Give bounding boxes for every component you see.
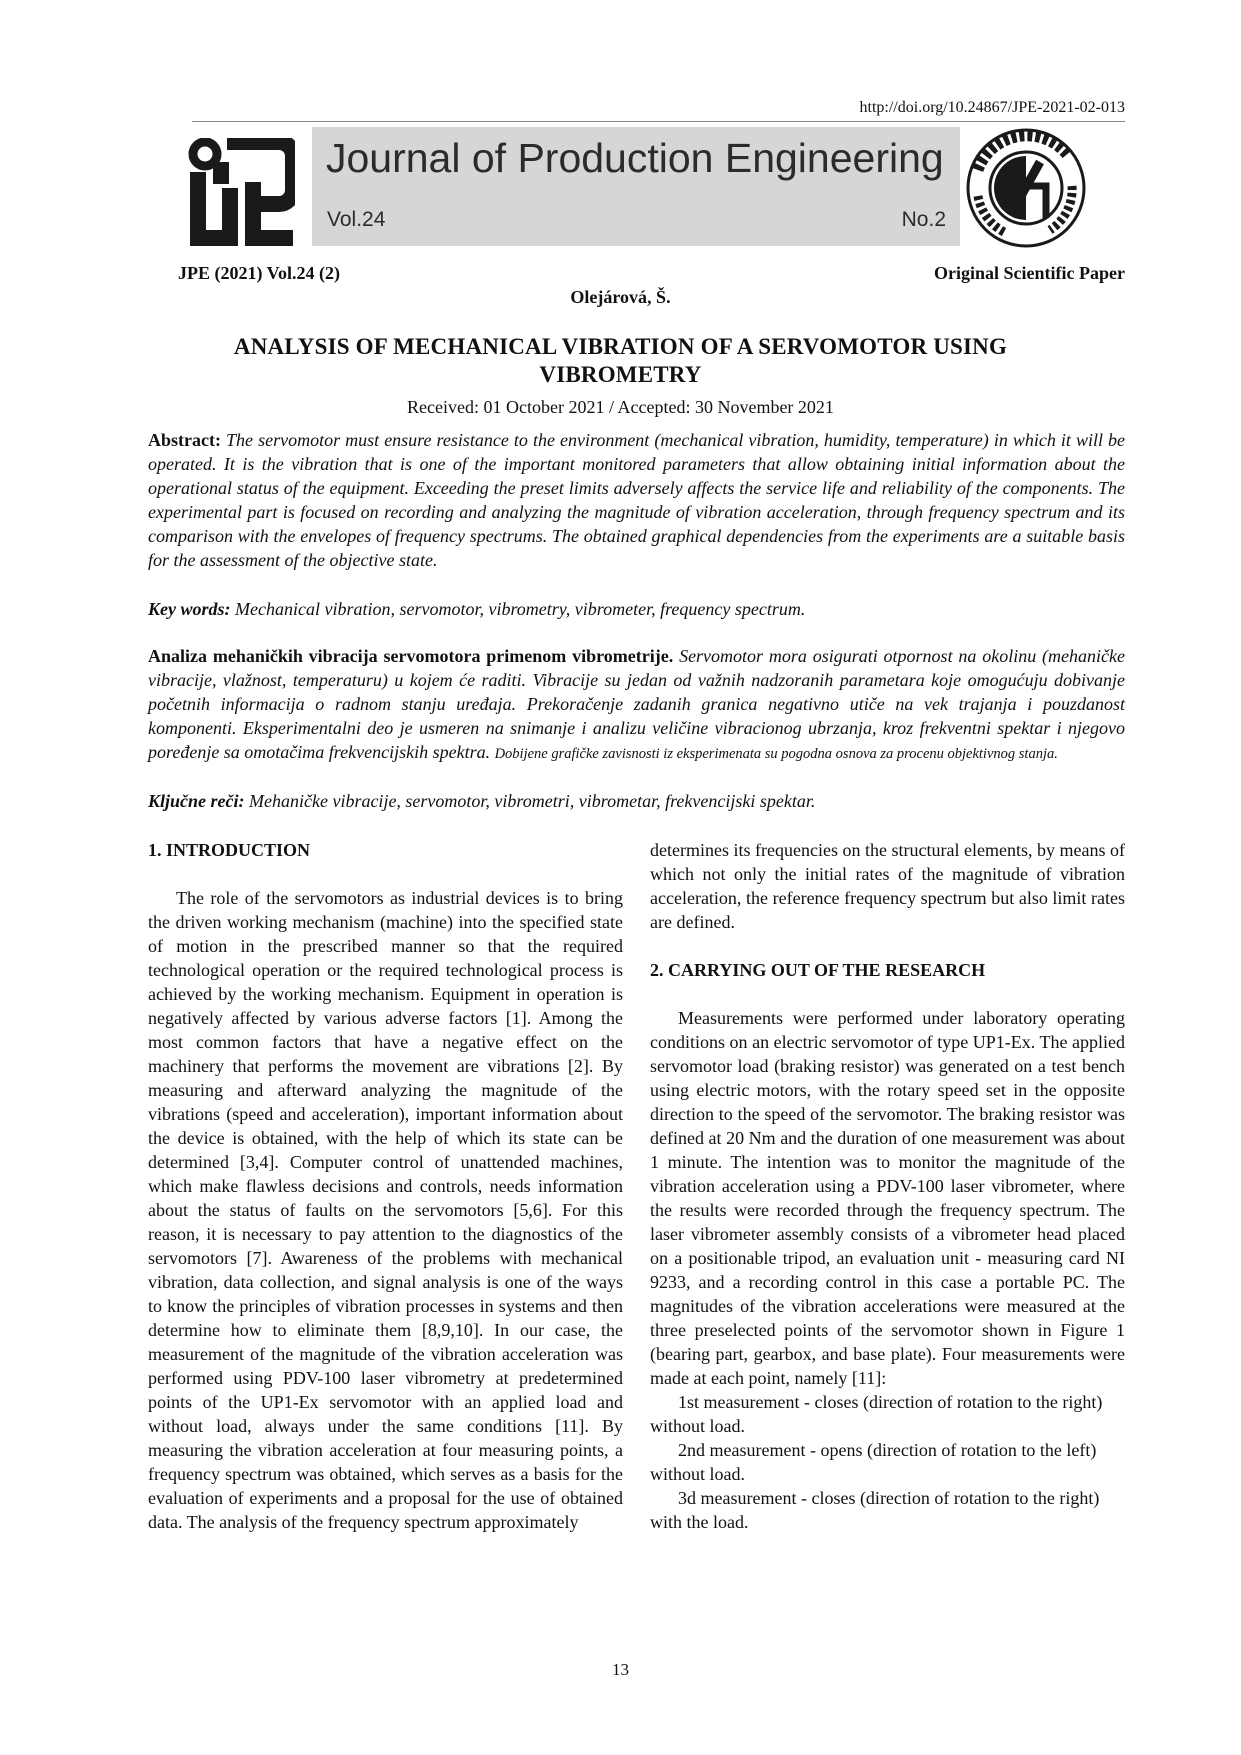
section-1-paragraph-continued: determines its frequencies on the structural elements, by means of which not only the initial rates of the magnitude of vibration acceleration, the reference frequency spectrum but also limit rates are defined. — [650, 840, 1125, 932]
journal-name: Journal of Production Engineering — [326, 135, 944, 181]
keywords-serbian — [148, 789, 1125, 813]
doi-link[interactable]: http://doi.org/10.24867/JPE-2021-02-013 — [859, 99, 1125, 116]
volume-label: Vol.24 — [327, 208, 386, 231]
left-column — [148, 838, 623, 1534]
abstract — [148, 428, 1125, 572]
measurement-item: 3d measurement - closes (direction of rotation to the right) with the load. — [650, 1488, 1100, 1532]
abstract-serbian-text: Servomotor mora osigurati otpornost na okolinu (mehaničke vibracije, vlažnost, temperaturu) u kojem će raditi. Vibracije su jedan od važnih nadzoranih parametara koje omogućuju dobivanje početnih informacija o radnom stanju uređaja. Prekoračenje zadanih granica negativno utiče na vek trajanja i pouzdanost komponenti. Eksperimentalni deo je usmeren na snimanje i analizu veličine vibracionog ubrzanja, kroz frekventni spektar i njegovo poređenje sa omotačima frekvencijskih spektra. — [148, 646, 1125, 762]
keywords-text: Mechanical vibration, servomotor, vibrometry, vibrometer, frequency spectrum. — [235, 599, 806, 619]
paper-type: Original Scientific Paper — [934, 263, 1125, 283]
keywords-serbian-label: Ključne reči: — [148, 791, 245, 811]
section-2-paragraph: Measurements were performed under laboratory operating conditions on an electric servomotor of type UP1-Ex. The applied servomotor load (braking resistor) was generated on a test bench using electric motors, with the rotary speed set in the opposite direction to the speed of the servomotor. The braking resistor was defined at 20 Nm and the duration of one measurement was about 1 minute. The intention was to monitor the magnitude of the vibration acceleration using a PDV-100 laser vibrometer, where the results were recorded through the frequency spectrum. The laser vibrometer assembly consists of a vibrometer head placed on a positionable tripod, an evaluation unit - measuring card NI 9233, and a recording control in this case a portable PC. The magnitudes of the vibration accelerations were measured at the three preselected points of the servomotor shown in Figure 1 (bearing part, gearbox, and base plate). Four measurements were made at each point, namely [11]: — [650, 1008, 1125, 1388]
abstract-serbian-text-small: Dobijene grafičke zavisnosti iz eksperimenata su pogodna osnova za procenu objektivnog stanja. — [494, 746, 1058, 762]
keywords — [148, 597, 1125, 621]
author: Olejárová, Š. — [570, 287, 671, 307]
abstract-label: Abstract: — [148, 430, 221, 450]
keywords-serbian-text: Mehaničke vibracije, servomotor, vibrometri, vibrometar, frekvencijski spektar. — [249, 791, 816, 811]
journal-banner — [312, 127, 960, 246]
section-1-paragraph: The role of the servomotors as industrial devices is to bring the driven working mechanism (machine) into the specified state of motion in the prescribed manner so that the required technological operation or the required technological process is achieved by the working mechanism. Equipment in operation is negatively affected by various adverse factors [1]. Among the most common factors that have a negative effect on the machinery that performs the movement are vibrations [2]. By measuring and afterward analyzing the magnitude of the vibrations (speed and acceleration), important information about the device is obtained, with the help of which its state can be determined [3,4]. Computer control of unattended machines, which make flawless decisions and controls, needs information about the status of faults on the servomotors [5,6]. For this reason, it is necessary to pay attention to the diagnostics of the servomotors [7]. Awareness of the problems with mechanical vibration, data collection, and signal analysis is one of the ways to know the principles of vibration processes in systems and then determine how to eliminate them [8,9,10]. In our case, the measurement of the magnitude of the vibration acceleration was performed using PDV-100 laser vibrometry at predetermined points of the UP1-Ex servomotor with an applied load and without load, always under the same conditions [11]. By measuring the vibration acceleration at four measuring points, a frequency spectrum was obtained, which serves as a basis for the evaluation of experiments and a proposal for the use of obtained data. The analysis of the frequency spectrum approximately — [148, 888, 623, 1532]
header-rule — [192, 121, 1125, 122]
page-number: 13 — [612, 1660, 629, 1679]
measurement-item: 1st measurement - closes (direction of rotation to the right) without load. — [650, 1392, 1103, 1436]
faculty-seal-icon — [964, 126, 1088, 250]
number-label: No.2 — [901, 208, 946, 231]
abstract-serbian-title: Analiza mehaničkih vibracija servomotora primenom vibrometrije. — [148, 646, 674, 666]
section-1-heading: 1. INTRODUCTION — [148, 840, 311, 860]
right-column — [650, 838, 1125, 1534]
received-accepted-dates: Received: 01 October 2021 / Accepted: 30 November 2021 — [407, 397, 834, 417]
paper-title: ANALYSIS OF MECHANICAL VIBRATION OF A SERVOMOTOR USING VIBROMETRY — [233, 334, 1008, 387]
jpe-logo-icon — [187, 138, 295, 248]
keywords-label: Key words: — [148, 599, 231, 619]
section-2-heading: 2. CARRYING OUT OF THE RESEARCH — [650, 960, 986, 980]
abstract-serbian — [148, 644, 1125, 766]
measurement-item: 2nd measurement - opens (direction of rotation to the left) without load. — [650, 1440, 1097, 1484]
abstract-text: The servomotor must ensure resistance to the environment (mechanical vibration, humidity, temperature) in which it will be operated. It is the vibration that is one of the important monitored parameters that allow obtaining initial information about the operational status of the equipment. Exceeding the preset limits adversely affects the service life and reliability of the components. The experimental part is focused on recording and analyzing the magnitude of vibration acceleration, through frequency spectrum and its comparison with the envelopes of frequency spectrums. The obtained graphical dependencies from the experiments are a suitable basis for the assessment of the objective state. — [148, 430, 1126, 570]
journal-reference: JPE (2021) Vol.24 (2) — [178, 263, 340, 283]
